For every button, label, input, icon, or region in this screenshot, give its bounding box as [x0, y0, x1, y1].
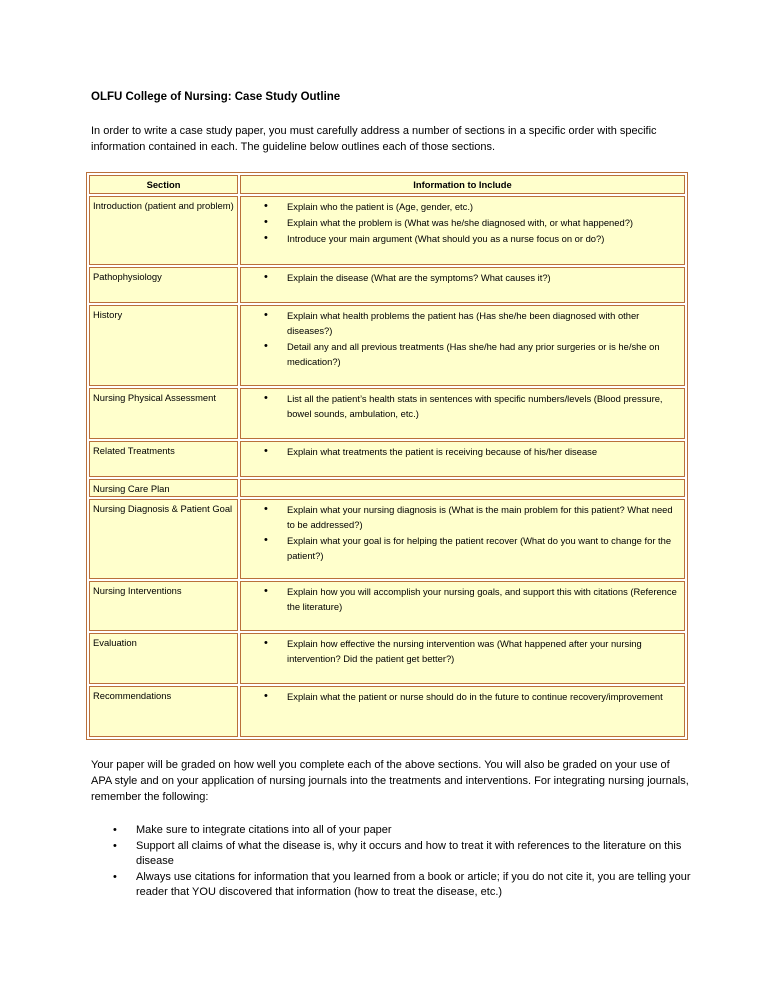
- table-row: [89, 267, 685, 303]
- row-section-label: Related Treatments: [89, 441, 238, 477]
- info-bullet: • Explain what your goal is for helping the patient recover (What do you want to change for the patient?): [241, 533, 681, 563]
- info-bullet: • Explain how effective the nursing intervention was (What happened after your nursing intervention? Did the patient get better?): [241, 636, 681, 666]
- grading-paragraph: Your paper will be graded on how well you complete each of the above sections. You will also be graded on your use of APA style and on your application of nursing journals into the treatments and interventions. For integrating nursing journals, remember the following:: [91, 759, 689, 803]
- info-bullet: • Explain what the problem is (What was he/she diagnosed with, or what happened?): [241, 215, 681, 230]
- row-section-label: Nursing Care Plan: [89, 479, 238, 497]
- row-section-label: History: [89, 305, 238, 386]
- info-bullet: • Explain the disease (What are the symptoms? What causes it?): [241, 270, 681, 285]
- row-info: [240, 267, 685, 303]
- row-section-label: Nursing Physical Assessment: [89, 388, 238, 439]
- document-title: OLFU College of Nursing: Case Study Outline: [91, 91, 341, 103]
- list-item: • Support all claims of what the disease is, why it occurs and how to treat it with references to the literature on this disease: [91, 839, 691, 870]
- table-header-row: [89, 175, 685, 194]
- table-row: [89, 388, 685, 439]
- row-info: [240, 388, 685, 439]
- row-info: [240, 686, 685, 737]
- table-row: [89, 499, 685, 579]
- row-section-label: Nursing Diagnosis & Patient Goal: [89, 499, 238, 579]
- row-section-label: Pathophysiology: [89, 267, 238, 303]
- info-bullet: • List all the patient’s health stats in sentences with specific numbers/levels (Blood pressure, bowel sounds, ambulation, etc.): [241, 391, 681, 421]
- table-row: [89, 479, 685, 497]
- table-row: [89, 633, 685, 684]
- table-row: [89, 196, 685, 265]
- row-info: [240, 499, 685, 579]
- table-row: [89, 686, 685, 737]
- header-section: Section: [89, 175, 238, 194]
- list-item: • Always use citations for information that you learned from a book or article; if you do not cite it, you are telling your reader that YOU discovered that information (how to treat the disease, etc.): [91, 870, 691, 901]
- journal-guidelines-list: [91, 823, 691, 901]
- table-row: [89, 305, 685, 386]
- list-item: • Make sure to integrate citations into all of your paper: [91, 823, 691, 839]
- row-section-label: Evaluation: [89, 633, 238, 684]
- row-section-label: Recommendations: [89, 686, 238, 737]
- case-study-outline-table: [86, 172, 688, 740]
- row-info: [240, 305, 685, 386]
- info-bullet: • Explain how you will accomplish your nursing goals, and support this with citations (Reference the literature): [241, 584, 681, 614]
- row-section-label: Nursing Interventions: [89, 581, 238, 631]
- row-info: [240, 196, 685, 265]
- row-info: [240, 633, 685, 684]
- row-info: [240, 581, 685, 631]
- row-section-label: Introduction (patient and problem): [89, 196, 238, 265]
- info-bullet: • Introduce your main argument (What should you as a nurse focus on or do?): [241, 231, 681, 246]
- row-info: [240, 441, 685, 477]
- info-bullet: • Explain what health problems the patient has (Has she/he been diagnosed with other diseases?): [241, 308, 681, 338]
- intro-paragraph: In order to write a case study paper, you must carefully address a number of sections in a specific order with specific information contained in each. The guideline below outlines each of those sections.: [91, 125, 657, 153]
- header-info: Information to Include: [240, 175, 685, 194]
- info-bullet: • Explain what your nursing diagnosis is (What is the main problem for this patient? What need to be addressed?): [241, 502, 681, 532]
- info-bullet: • Explain what the patient or nurse should do in the future to continue recovery/improvement: [241, 689, 681, 704]
- info-bullet: • Explain what treatments the patient is receiving because of his/her disease: [241, 444, 681, 459]
- table-row: [89, 441, 685, 477]
- table-row: [89, 581, 685, 631]
- info-bullet: • Explain who the patient is (Age, gender, etc.): [241, 199, 681, 214]
- row-info: [240, 479, 685, 497]
- info-bullet: • Detail any and all previous treatments (Has she/he had any prior surgeries or is he/she on medication?): [241, 339, 681, 369]
